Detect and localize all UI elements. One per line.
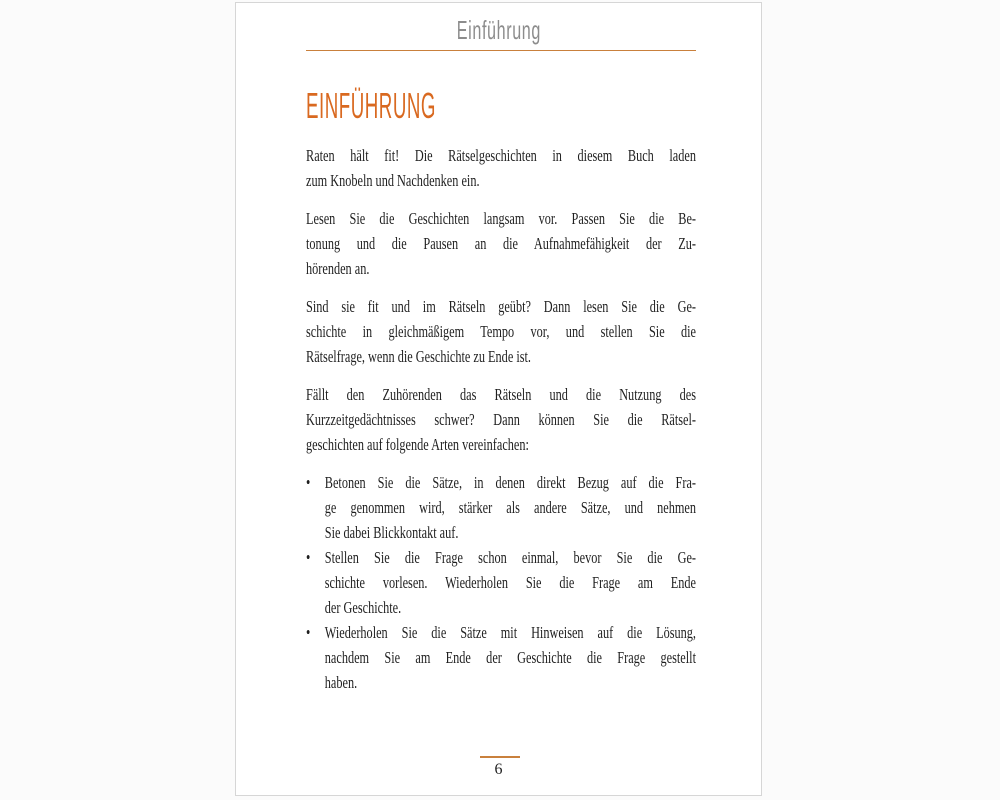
text-line: tonung und die Pausen an die Aufnahmefähigkeit der Zu- [306, 234, 696, 253]
page-number: 6 [494, 761, 503, 778]
text-line: ge genommen wird, stärker als andere Sätze, und nehmen [324, 498, 696, 517]
text-line: Kurzzeitgedächtnisses schwer? Dann können Sie die Rätsel- [306, 410, 696, 429]
book-page [235, 2, 762, 796]
paragraph-group [306, 143, 696, 457]
text-line: Wiederholen Sie die Sätze mit Hinweisen auf die Lösung, [324, 623, 696, 642]
header-rule [306, 50, 696, 51]
running-head: Einführung [456, 15, 541, 45]
text-content [306, 143, 696, 695]
bullet-item [306, 620, 696, 695]
text-line: hörenden an. [306, 259, 370, 278]
paragraph [306, 294, 696, 369]
bullet-text [325, 545, 696, 620]
text-line: Sie dabei Blickkontakt auf. [324, 523, 459, 542]
text-line: Lesen Sie die Geschichten langsam vor. Passen Sie die Be- [306, 209, 696, 228]
text-line: Stellen Sie die Frage schon einmal, bevor Sie die Ge- [324, 548, 696, 567]
text-line: geschichten auf folgende Arten vereinfachen: [306, 435, 529, 454]
bullet-icon: • [306, 548, 311, 567]
text-line: Rätselfrage, wenn die Geschichte zu Ende ist. [306, 347, 532, 366]
footer-rule [480, 756, 520, 758]
text-line: der Geschichte. [324, 598, 402, 617]
paragraph [306, 143, 696, 193]
bullet-text [325, 620, 696, 695]
page-number-container [236, 761, 761, 779]
running-head-container [236, 15, 761, 46]
bullet-icon: • [306, 623, 311, 642]
text-line: nachdem Sie am Ende der Geschichte die Frage gestellt [324, 648, 696, 667]
text-line: Sind sie fit und im Rätseln geübt? Dann lesen Sie die Ge- [306, 297, 696, 316]
bullet-item [306, 545, 696, 620]
text-line: schichte in gleichmäßigem Tempo vor, und stellen Sie die [306, 322, 696, 341]
bullet-text [325, 470, 696, 545]
text-line: schichte vorlesen. Wiederholen Sie die Frage am Ende [324, 573, 696, 592]
text-line: Fällt den Zuhörenden das Rätseln und die Nutzung des [306, 385, 696, 404]
paragraph [306, 382, 696, 457]
chapter-heading: EINFÜHRUNG [306, 85, 436, 126]
text-line: haben. [324, 673, 358, 692]
text-line: zum Knobeln und Nachdenken ein. [306, 171, 480, 190]
paragraph [306, 206, 696, 281]
bullet-list [306, 470, 696, 695]
text-line: Betonen Sie die Sätze, in denen direkt Bezug auf die Fra- [324, 473, 696, 492]
text-line: Raten hält fit! Die Rätselgeschichten in diesem Buch laden [306, 146, 696, 165]
bullet-item [306, 470, 696, 545]
bullet-icon: • [306, 473, 311, 492]
